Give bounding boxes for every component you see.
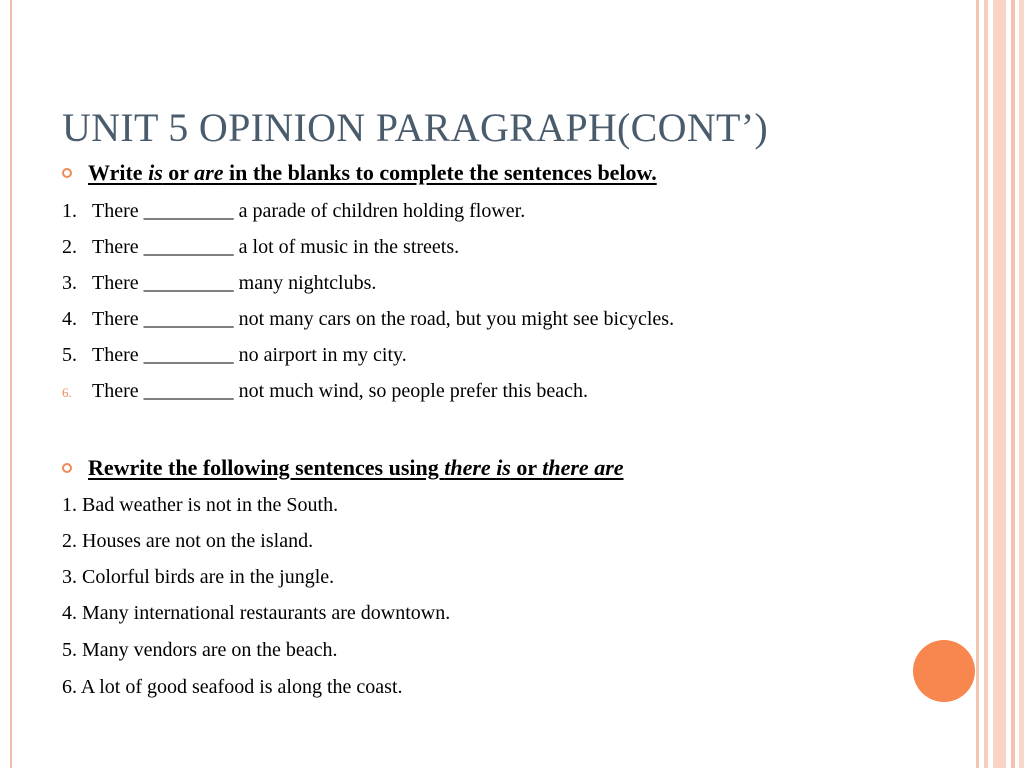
exercise1-item: 2. There _________ a lot of music in the streets. [62,236,460,258]
section2-heading: Rewrite the following sentences using there is or there are [62,455,624,481]
bullet-icon [62,463,72,473]
exercise1-item: 3. There _________ many nightclubs. [62,272,377,294]
left-border-line [10,0,12,768]
slide-title: UNIT 5 OPINION PARAGRAPH(CONT’) [62,105,768,150]
exercise2-item: 4. Many international restaurants are downtown. [62,602,451,624]
right-decorative-stripes [976,0,1024,768]
exercise1-item: 5. There _________ no airport in my city. [62,344,407,366]
exercise1-item: 6. There _________ not much wind, so people prefer this beach. [62,380,588,402]
section1-heading: Write is or are in the blanks to complete the sentences below. [62,160,657,186]
bullet-icon [62,168,72,178]
decorative-orange-circle [913,640,975,702]
exercise2-item: 5. Many vendors are on the beach. [62,639,338,661]
exercise1-item: 4. There _________ not many cars on the road, but you might see bicycles. [62,308,675,330]
exercise1-item: 1. There _________ a parade of children holding flower. [62,200,526,222]
exercise2-item: 1. Bad weather is not in the South. [62,494,339,516]
exercise2-item: 3. Colorful birds are in the jungle. [62,566,335,588]
exercise2-item: 6. A lot of good seafood is along the coast. [62,676,403,698]
exercise2-item: 2. Houses are not on the island. [62,530,314,552]
